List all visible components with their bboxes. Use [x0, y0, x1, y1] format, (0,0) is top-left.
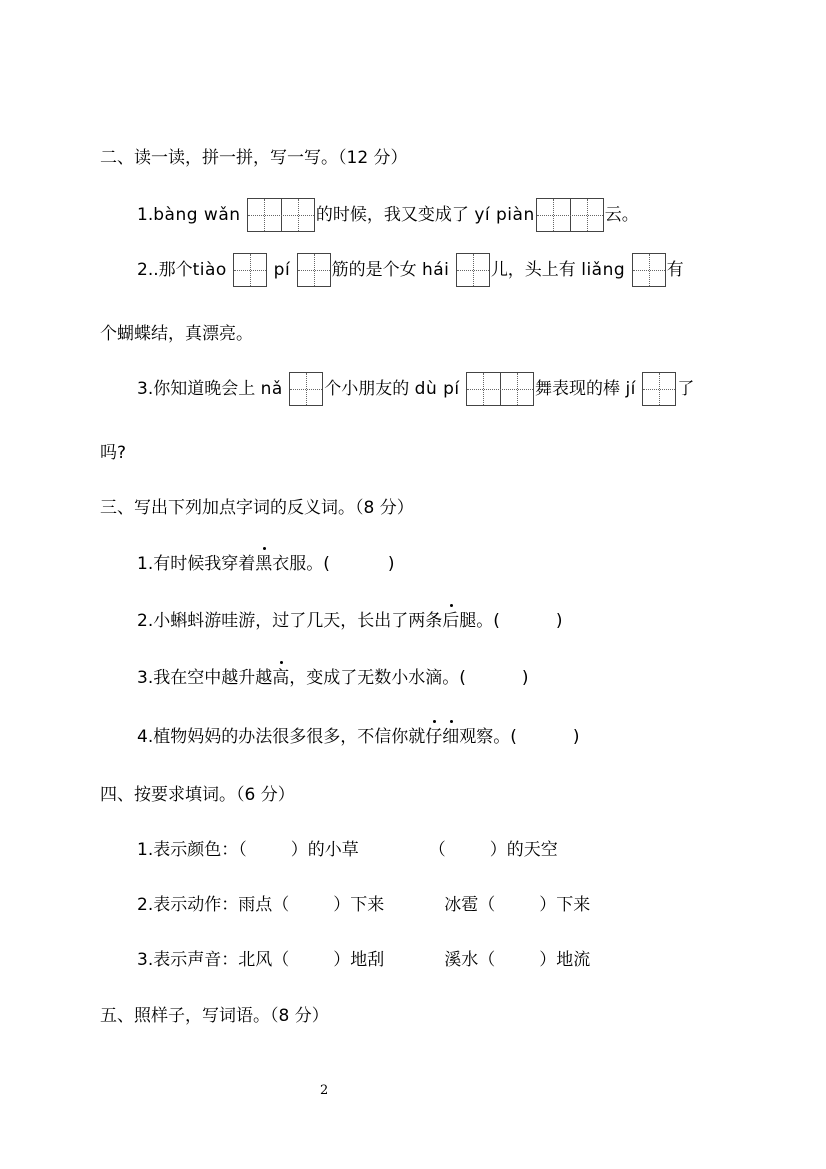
pinyin: bàng wǎn	[153, 205, 241, 225]
question-3-3: 3.我在空中越升越高，变成了无数小水滴。( )	[137, 668, 529, 688]
question-3-2: 2.小蝌蚪游哇游，过了几天，长出了两条后腿。( )	[137, 611, 563, 631]
writing-grid-1-char[interactable]	[456, 253, 490, 287]
question-3-4: 4.植物妈妈的办法很多很多，不信你就仔细观察。( )	[137, 727, 580, 747]
writing-grid-1-char[interactable]	[642, 372, 676, 406]
section-2-title: 二、读一读，拼一拼，写一写。（12 分）	[100, 148, 408, 168]
section-4-title: 四、按要求填词。（6 分）	[100, 785, 295, 805]
writing-grid-2-char[interactable]	[466, 372, 534, 406]
dotted-char: 高	[272, 668, 290, 688]
section-3-title: 三、写出下列加点字词的反义词。（8 分）	[100, 498, 414, 518]
question-2-3-continued: 吗?	[100, 443, 127, 463]
dotted-char: 后	[442, 611, 460, 631]
question-2-1: 1.bàng wǎn 的时候，我又变成了 yí piàn 云。	[137, 198, 639, 232]
writing-grid-1-char[interactable]	[297, 253, 331, 287]
pinyin: yí piàn	[474, 205, 535, 225]
page-number: 2	[320, 1083, 329, 1098]
question-2-2-continued: 个蝴蝶结，真漂亮。	[100, 324, 253, 344]
dotted-char: 黑	[255, 554, 273, 574]
question-2-2: 2..那个tiào pí 筋的是个女 hái 儿，头上有 liǎng 有	[137, 253, 684, 287]
dotted-char: 细	[442, 727, 460, 747]
question-4-2: 2.表示动作：雨点（ ）下来 冰雹（ ）下来	[137, 895, 591, 915]
writing-grid-1-char[interactable]	[632, 253, 666, 287]
question-3-1: 1.有时候我穿着黑衣服。( )	[137, 554, 395, 574]
writing-grid-2-char[interactable]	[536, 198, 604, 232]
question-2-3: 3.你知道晚会上 nǎ 个小朋友的 dù pí 舞表现的棒 jí 了	[137, 372, 694, 406]
question-4-3: 3.表示声音：北风（ ）地刮 溪水（ ）地流	[137, 950, 591, 970]
writing-grid-1-char[interactable]	[289, 372, 323, 406]
writing-grid-2-char[interactable]	[247, 198, 315, 232]
question-4-1: 1.表示颜色：（ ）的小草 （ ）的天空	[137, 840, 558, 860]
writing-grid-1-char[interactable]	[233, 253, 267, 287]
dotted-char: 仔	[425, 727, 443, 747]
section-5-title: 五、照样子，写词语。（8 分）	[100, 1006, 329, 1026]
